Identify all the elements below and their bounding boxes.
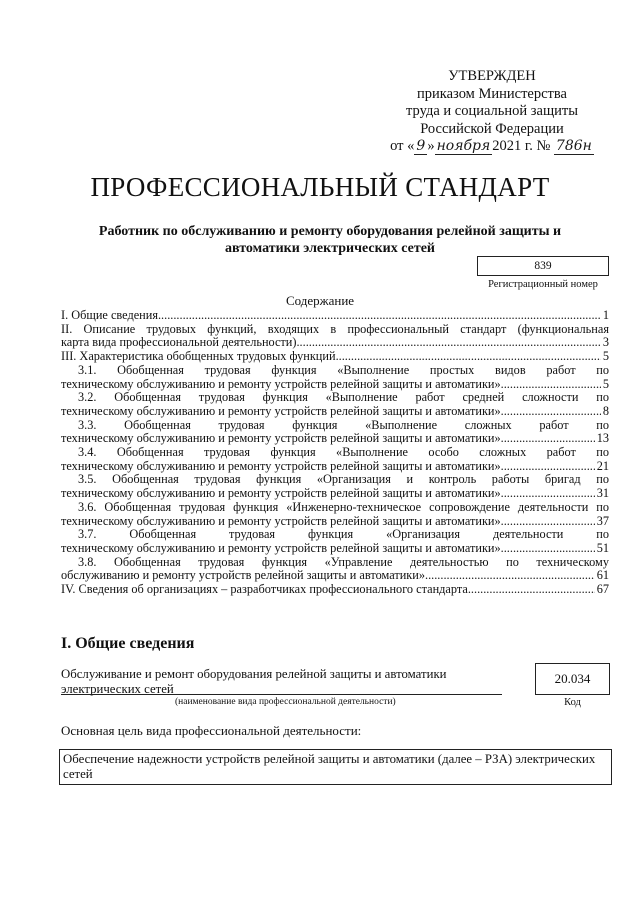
- toc-page-number: 61: [596, 568, 609, 583]
- toc-page-number: 37: [596, 513, 609, 528]
- toc-leader-dots: [501, 542, 595, 556]
- order-year: 2021 г. №: [492, 138, 551, 154]
- activity-code-label: Код: [564, 697, 581, 708]
- section-1-heading: I. Общие сведения: [61, 635, 195, 652]
- toc-item-text: техническому обслуживанию и ремонту устройств релейной защиты и автоматики»: [61, 458, 501, 473]
- toc-item-text: техническому обслуживанию и ремонту устройств релейной защиты и автоматики»: [61, 486, 501, 501]
- order-prefix: от «: [390, 138, 415, 154]
- document-title: ПРОФЕССИОНАЛЬНЫЙ СТАНДАРТ: [90, 172, 550, 202]
- approval-line-1: УТВЕРЖДЕН: [448, 68, 536, 84]
- activity-name-underline: [61, 694, 502, 695]
- toc-leader-dots: [501, 460, 595, 474]
- toc-item-text: I. Общие сведения: [61, 308, 158, 322]
- order-month-handwritten: ноября: [436, 138, 491, 154]
- toc-leader-dots: [501, 405, 601, 419]
- toc-leader-dots: [501, 378, 601, 392]
- toc-page-number: 8: [602, 403, 609, 418]
- order-line: [372, 138, 612, 156]
- toc-item-text: техническому обслуживанию и ремонту устройств релейной защиты и автоматики»: [61, 513, 501, 528]
- goal-box: Обеспечение надежности устройств релейной защиты и автоматики (далее – РЗА) электрических сетей: [59, 749, 612, 785]
- toc-item-text: техническому обслуживанию и ремонту устройств релейной защиты и автоматики»: [61, 540, 501, 555]
- toc-item[interactable]: [61, 446, 609, 473]
- approval-block: [372, 68, 612, 156]
- approval-line-4: Российской Федерации: [420, 120, 564, 137]
- toc-leader-dots: [336, 350, 601, 364]
- toc-item-text: IV. Сведения об организациях – разработчиках профессионального стандарта: [61, 582, 468, 597]
- toc-item-text: 3.5. Обобщенная трудовая функция «Организация и контроль работы бригад по: [78, 472, 609, 487]
- approval-line-3: труда и социальной защиты: [406, 103, 578, 119]
- toc-item[interactable]: [61, 473, 609, 500]
- registration-number-box: 839: [477, 256, 609, 276]
- toc-page-number: 21: [596, 458, 609, 473]
- toc-page-number: 31: [596, 486, 609, 501]
- toc-item-text: 3.4. Обобщенная трудовая функция «Выполнение особо сложных работ по: [78, 445, 609, 460]
- toc-item[interactable]: [61, 391, 609, 418]
- toc-page-number: 3: [602, 335, 609, 350]
- order-day-handwritten: 9: [416, 138, 426, 154]
- toc-leader-dots: [468, 583, 595, 597]
- toc-item[interactable]: [61, 501, 609, 528]
- toc-item-text: 3.6. Обобщенная трудовая функция «Инженерно-техническое сопровождение деятельности по: [78, 499, 609, 514]
- toc-item-text: 3.3. Обобщенная трудовая функция «Выполнение сложных работ по: [78, 417, 609, 432]
- approval-line-2: приказом Министерства: [417, 85, 567, 102]
- toc-leader-dots: [501, 487, 595, 501]
- toc-page-number: 67: [596, 582, 609, 597]
- toc-leader-dots: [296, 336, 600, 350]
- toc-item[interactable]: [61, 419, 609, 446]
- toc-leader-dots: [501, 515, 595, 529]
- toc-item-text: 3.7. Обобщенная трудовая функция «Организация деятельности по: [78, 527, 609, 542]
- activity-code-box: 20.034: [535, 663, 610, 695]
- table-of-contents: [61, 309, 609, 597]
- toc-leader-dots: [425, 569, 595, 583]
- toc-leader-dots: [158, 309, 601, 323]
- toc-item-text: обслуживанию и ремонту устройств релейной защиты и автоматики»: [61, 568, 425, 583]
- order-number-handwritten: 786н: [555, 138, 592, 154]
- toc-item[interactable]: [61, 583, 609, 597]
- registration-label: Регистрационный номер: [488, 279, 598, 290]
- toc-item-text: III. Характеристика обобщенных трудовых функций: [61, 349, 336, 364]
- activity-name-caption: (наименование вида профессиональной деятельности): [175, 697, 396, 707]
- toc-page-number: 5: [602, 349, 609, 364]
- toc-page-number: 51: [596, 540, 609, 555]
- toc-item-text: техническому обслуживанию и ремонту устройств релейной защиты и автоматики»: [61, 431, 501, 446]
- toc-item-text: II. Описание трудовых функций, входящих в профессиональный стандарт (функциональная: [61, 321, 609, 336]
- toc-item-text: 3.2. Обобщенная трудовая функция «Выполнение работ средней сложности по: [78, 390, 609, 405]
- toc-leader-dots: [501, 432, 595, 446]
- toc-item[interactable]: [61, 364, 609, 391]
- toc-item[interactable]: [61, 309, 609, 323]
- toc-item-text: техническому обслуживанию и ремонту устройств релейной защиты и автоматики»: [61, 403, 501, 418]
- toc-item[interactable]: [61, 323, 609, 350]
- toc-item-text: карта вида профессиональной деятельности): [61, 335, 297, 350]
- toc-item[interactable]: [61, 528, 609, 555]
- toc-page-number: 1: [602, 308, 609, 322]
- document-subtitle: Работник по обслуживанию и ремонту оборудования релейной защиты и автоматики электрических сетей: [98, 224, 562, 256]
- toc-page-number: 13: [596, 431, 609, 446]
- toc-item-text: техническому обслуживанию и ремонту устройств релейной защиты и автоматики»: [61, 376, 501, 391]
- activity-name-field: Обслуживание и ремонт оборудования релейной защиты и автоматики электрических сетей: [61, 667, 447, 696]
- toc-item[interactable]: [61, 350, 609, 364]
- toc-heading: Содержание: [285, 293, 355, 308]
- order-mid: »: [427, 138, 435, 154]
- toc-item-text: 3.1. Обобщенная трудовая функция «Выполнение простых видов работ по: [78, 362, 609, 377]
- toc-item-text: 3.8. Обобщенная трудовая функция «Управление деятельностью по техническому: [78, 554, 609, 569]
- goal-label: Основная цель вида профессиональной деятельности:: [61, 723, 362, 738]
- toc-item[interactable]: [61, 556, 609, 583]
- toc-page-number: 5: [602, 376, 609, 391]
